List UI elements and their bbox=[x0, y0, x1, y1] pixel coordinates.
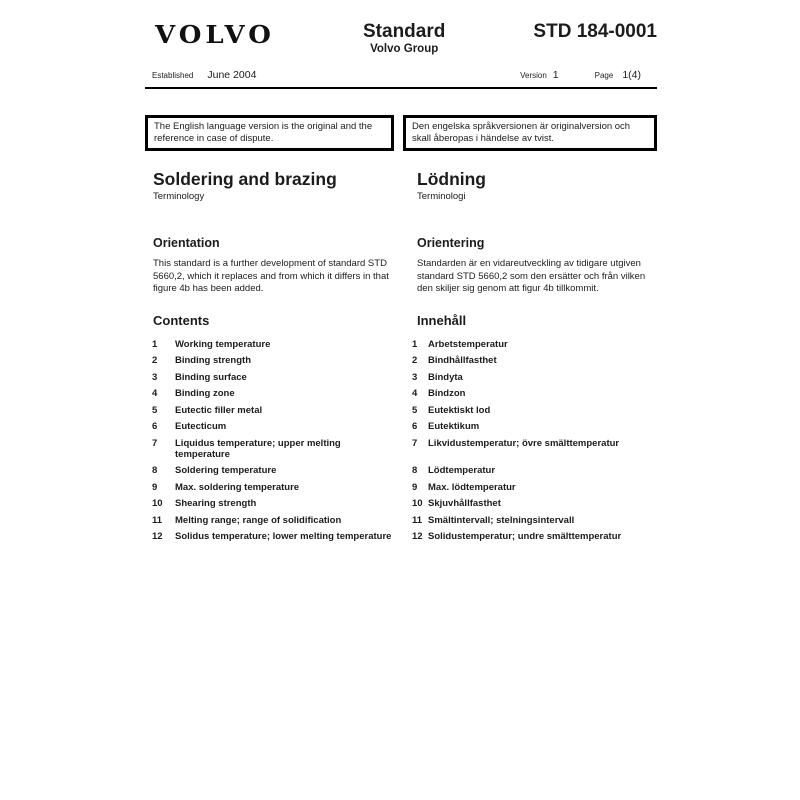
page-content bbox=[145, 16, 657, 542]
toc-num-sv: 12 bbox=[412, 531, 423, 542]
toc-item-sv: Bindhållfasthet bbox=[428, 355, 497, 366]
toc-num-en: 3 bbox=[152, 371, 158, 383]
toc-item-en: Max. soldering temperature bbox=[175, 481, 300, 493]
version-field bbox=[520, 69, 559, 81]
meta-right-group bbox=[520, 69, 657, 81]
language-notices bbox=[145, 115, 657, 151]
toc-item-en: Shearing strength bbox=[175, 498, 257, 509]
page-value: 1(4) bbox=[622, 69, 641, 81]
title-columns bbox=[145, 170, 657, 203]
toc-num-sv: 10 bbox=[412, 498, 423, 509]
toc-num-sv: 11 bbox=[412, 514, 423, 526]
notice-swedish: Den engelska språkversionen är originalversion och skall åberopas i händelse av tvist. bbox=[403, 115, 657, 151]
toc-item-sv: Smältintervall; stelningsintervall bbox=[428, 514, 575, 526]
toc-item-en: Binding surface bbox=[175, 371, 247, 383]
toc-item-en: Soldering temperature bbox=[175, 465, 277, 476]
toc-num-sv: 7 bbox=[412, 437, 418, 449]
toc-num-en: 8 bbox=[152, 465, 158, 476]
toc-item-sv: Solidustemperatur; undre smälttemperatur bbox=[428, 531, 622, 542]
orientation-columns bbox=[145, 236, 657, 296]
orientation-heading-sv: Orientering bbox=[417, 236, 485, 250]
toc-item-sv: Max. lödtemperatur bbox=[428, 481, 516, 493]
notice-english: The English language version is the original and the reference in case of dispute. bbox=[145, 115, 394, 151]
toc-item-sv: Bindyta bbox=[428, 371, 463, 383]
contents-heading-sv: Innehåll bbox=[417, 312, 467, 328]
toc-item-en: Eutectic filler metal bbox=[175, 404, 263, 416]
page-field bbox=[595, 69, 641, 81]
document-title-en: Soldering and brazing bbox=[153, 169, 337, 189]
toc-num-sv: 8 bbox=[412, 465, 418, 476]
toc-item-en: Melting range; range of solidification bbox=[175, 514, 342, 526]
toc-num-en: 4 bbox=[152, 388, 158, 399]
document-number: STD 184-0001 bbox=[533, 21, 657, 42]
toc-item-sv: Eutektikum bbox=[428, 421, 480, 432]
page-label: Page bbox=[594, 71, 614, 80]
toc-num-en: 2 bbox=[152, 355, 158, 366]
toc-num-en: 7 bbox=[152, 437, 158, 449]
toc-item-en: Binding zone bbox=[175, 388, 235, 399]
toc-num-sv: 4 bbox=[412, 388, 418, 399]
toc-item-en: Working temperature bbox=[175, 338, 271, 350]
document-subtitle-sv: Terminologi bbox=[417, 191, 466, 202]
toc-num-en: 5 bbox=[152, 404, 158, 416]
toc-item-sv: Eutektiskt lod bbox=[428, 404, 491, 416]
document-type-title: Standard bbox=[363, 21, 446, 42]
contents-heading-en: Contents bbox=[153, 312, 210, 328]
toc-num-sv: 5 bbox=[412, 404, 418, 416]
toc-item-sv: Skjuvhållfasthet bbox=[428, 498, 501, 509]
toc-item-sv: Arbetstemperatur bbox=[428, 338, 508, 350]
toc-num-sv: 2 bbox=[412, 355, 418, 366]
toc-item-en: Binding strength bbox=[175, 355, 251, 366]
version-label: Version bbox=[520, 71, 547, 80]
toc-item-sv: Lödtemperatur bbox=[428, 465, 496, 476]
toc-num-en: 6 bbox=[152, 421, 158, 432]
toc-num-sv: 9 bbox=[412, 481, 418, 493]
version-value: 1 bbox=[552, 69, 559, 81]
toc-num-en: 12 bbox=[152, 531, 163, 542]
toc-num-en: 10 bbox=[152, 498, 163, 509]
toc-num-sv: 3 bbox=[412, 371, 418, 383]
toc-item-sv: Bindzon bbox=[428, 388, 466, 399]
organization-name: Volvo Group bbox=[370, 43, 439, 55]
document-header bbox=[145, 16, 657, 56]
toc-num-sv: 1 bbox=[412, 338, 418, 350]
orientation-heading-en: Orientation bbox=[153, 236, 220, 250]
toc-num-sv: 6 bbox=[412, 421, 418, 432]
established-label: Established bbox=[152, 71, 194, 80]
orientation-text-sv: Standarden är en vidareutveckling av tidigare utgiven standard STD 5660,2 som den ersätter och från vilken den skiljer sig genom att figur 4b tillkommit. bbox=[417, 258, 646, 294]
contents-list bbox=[152, 339, 657, 543]
toc-item-sv: Likvidustemperatur; övre smälttemperatur bbox=[428, 437, 620, 449]
contents-heading-columns bbox=[145, 313, 657, 329]
document-subtitle-en: Terminology bbox=[153, 191, 205, 202]
toc-num-en: 1 bbox=[152, 338, 158, 350]
orientation-block-en bbox=[153, 236, 403, 296]
toc-num-en: 11 bbox=[152, 514, 163, 526]
established-value: June 2004 bbox=[207, 69, 257, 81]
toc-item-en: Liquidus temperature; upper melting temperature bbox=[175, 437, 341, 460]
title-block-en bbox=[153, 170, 403, 203]
toc-num-en: 9 bbox=[152, 481, 158, 493]
title-block-sv bbox=[417, 170, 657, 203]
toc-item-en: Eutecticum bbox=[175, 421, 227, 432]
volvo-logo: VOLVO bbox=[155, 22, 275, 50]
document-meta-row bbox=[145, 69, 657, 89]
toc-item-en: Solidus temperature; lower melting temperature bbox=[175, 531, 392, 542]
established-field bbox=[152, 69, 256, 81]
orientation-text-en: This standard is a further development of standard STD 5660,2, which it replaces and from which it differs in that figure 4b has been added. bbox=[153, 258, 389, 294]
document-title-sv: Lödning bbox=[417, 169, 487, 189]
header-title-block bbox=[275, 21, 533, 56]
orientation-block-sv bbox=[417, 236, 657, 296]
